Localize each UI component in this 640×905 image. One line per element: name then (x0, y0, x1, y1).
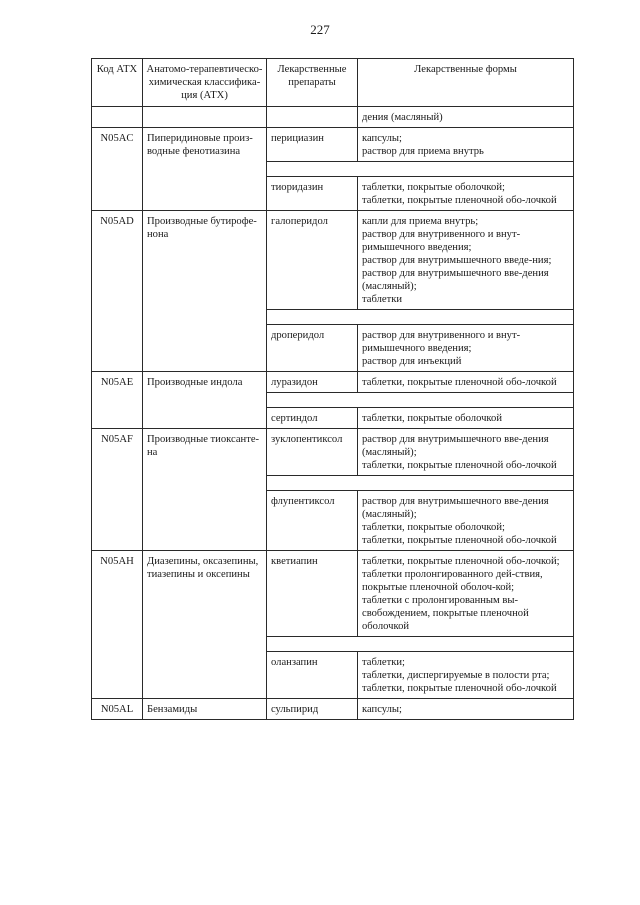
drug-name: луразидон (267, 372, 358, 393)
dosage-form: таблетки, покрытые пленочной обо-лочкой; (362, 556, 560, 567)
gap-cell (92, 310, 143, 325)
table-row (92, 551, 574, 637)
continuation-row (92, 107, 574, 128)
gap-cell (358, 393, 574, 408)
atx-code (92, 491, 143, 551)
drug-name: сертиндол (267, 408, 358, 429)
atx-code: N05AC (92, 128, 143, 162)
dosage-form: таблетки, диспергируемые в полости рта; (362, 670, 550, 681)
drug-name: сульпирид (267, 699, 358, 720)
drug-forms (358, 429, 574, 476)
atx-code (92, 652, 143, 699)
gap-cell (143, 310, 267, 325)
atx-code (92, 325, 143, 372)
dosage-form: раствор для внутримышечного вве-дения (масляный); (362, 268, 549, 292)
atx-classification: Производные тиоксанте-на (143, 429, 267, 476)
atx-table (91, 58, 574, 720)
drug-forms (358, 408, 574, 429)
continuation-classification (143, 107, 267, 128)
dosage-form: раствор для внутривенного и внут-римышечного введения; (362, 229, 521, 253)
dosage-form: таблетки, покрытые пленочной обо-лочкой (362, 195, 557, 206)
dosage-form: раствор для приема внутрь (362, 146, 484, 157)
atx-classification: Пиперидиновые произ-водные фенотиазина (143, 128, 267, 162)
drug-name: дроперидол (267, 325, 358, 372)
drug-name: зуклопентиксол (267, 429, 358, 476)
atx-code (92, 408, 143, 429)
gap-cell (143, 393, 267, 408)
dosage-form: раствор для внутримышечного введе-ния; (362, 255, 552, 266)
header-classification: Анатомо-терапевтическо-химическая классифика-ция (АТХ) (143, 59, 267, 107)
atx-code: N05AE (92, 372, 143, 393)
page-number: 227 (310, 22, 330, 37)
continuation-forms: дения (масляный) (358, 107, 574, 128)
group-gap-row (92, 476, 574, 491)
dosage-form: таблетки, покрытые оболочкой; (362, 522, 505, 533)
table-row (92, 211, 574, 310)
atx-classification (143, 408, 267, 429)
gap-cell (92, 637, 143, 652)
atx-classification: Производные бутирофе-нона (143, 211, 267, 310)
dosage-form: таблетки пролонгированного дей-ствия, покрытые пленочной оболоч-кой; (362, 569, 543, 593)
drug-forms (358, 699, 574, 720)
dosage-form: таблетки; (362, 657, 405, 668)
table-row (92, 491, 574, 551)
drug-forms (358, 491, 574, 551)
header-forms: Лекарственные формы (358, 59, 574, 107)
gap-cell (143, 476, 267, 491)
gap-cell (267, 637, 358, 652)
dosage-form: таблетки, покрытые пленочной обо-лочкой (362, 377, 557, 388)
table-row (92, 177, 574, 211)
atx-classification (143, 652, 267, 699)
gap-cell (358, 637, 574, 652)
continuation-drug (267, 107, 358, 128)
header-drugs: Лекарственные препараты (267, 59, 358, 107)
dosage-form: капсулы; (362, 133, 402, 144)
table-body (92, 107, 574, 720)
dosage-form: таблетки, покрытые оболочкой (362, 413, 502, 424)
atx-code: N05AL (92, 699, 143, 720)
gap-cell (143, 162, 267, 177)
header-code: Код АТХ (92, 59, 143, 107)
drug-forms (358, 325, 574, 372)
group-gap-row (92, 637, 574, 652)
atx-code (92, 177, 143, 211)
drug-name: перициазин (267, 128, 358, 162)
gap-cell (358, 310, 574, 325)
gap-cell (267, 476, 358, 491)
atx-code: N05AH (92, 551, 143, 637)
drug-name: тиоридазин (267, 177, 358, 211)
dosage-form: таблетки, покрытые пленочной обо-лочкой (362, 460, 557, 471)
drug-name: кветиапин (267, 551, 358, 637)
drug-forms (358, 652, 574, 699)
gap-cell (92, 393, 143, 408)
dosage-form: таблетки (362, 294, 403, 305)
table-header-row (92, 59, 574, 107)
gap-cell (267, 310, 358, 325)
dosage-form: таблетки с пролонгированным вы-свобождением, покрытые пленочной оболочкой (362, 595, 529, 632)
atx-classification: Диазепины, оксазепины, тиазепины и оксепины (143, 551, 267, 637)
atx-code: N05AF (92, 429, 143, 476)
gap-cell (358, 476, 574, 491)
continuation-code (92, 107, 143, 128)
drug-forms (358, 211, 574, 310)
drug-forms (358, 128, 574, 162)
gap-cell (92, 162, 143, 177)
dosage-form: таблетки, покрытые оболочкой; (362, 182, 505, 193)
table-row (92, 325, 574, 372)
dosage-form: раствор для внутривенного и внут-римышечного введения; (362, 330, 521, 354)
dosage-form: таблетки, покрытые пленочной обо-лочкой (362, 683, 557, 694)
dosage-form: капли для приема внутрь; (362, 216, 479, 227)
group-gap-row (92, 393, 574, 408)
gap-cell (358, 162, 574, 177)
gap-cell (267, 162, 358, 177)
atx-classification (143, 177, 267, 211)
drug-name: галоперидол (267, 211, 358, 310)
group-gap-row (92, 310, 574, 325)
atx-classification (143, 491, 267, 551)
atx-classification: Бензамиды (143, 699, 267, 720)
table-row (92, 699, 574, 720)
drug-name: флупентиксол (267, 491, 358, 551)
group-gap-row (92, 162, 574, 177)
table-row (92, 652, 574, 699)
gap-cell (143, 637, 267, 652)
gap-cell (267, 393, 358, 408)
gap-cell (92, 476, 143, 491)
drug-forms (358, 177, 574, 211)
dosage-form: раствор для инъекций (362, 356, 462, 367)
dosage-form: раствор для внутримышечного вве-дения (масляный); (362, 496, 549, 520)
dosage-form: капсулы; (362, 704, 402, 715)
atx-code: N05AD (92, 211, 143, 310)
drug-forms (358, 551, 574, 637)
table-row (92, 408, 574, 429)
dosage-form: раствор для внутримышечного вве-дения (масляный); (362, 434, 549, 458)
dosage-form: таблетки, покрытые пленочной обо-лочкой (362, 535, 557, 546)
table-row (92, 128, 574, 162)
table-row (92, 372, 574, 393)
drug-forms (358, 372, 574, 393)
atx-classification: Производные индола (143, 372, 267, 393)
table-row (92, 429, 574, 476)
drug-name: оланзапин (267, 652, 358, 699)
atx-classification (143, 325, 267, 372)
